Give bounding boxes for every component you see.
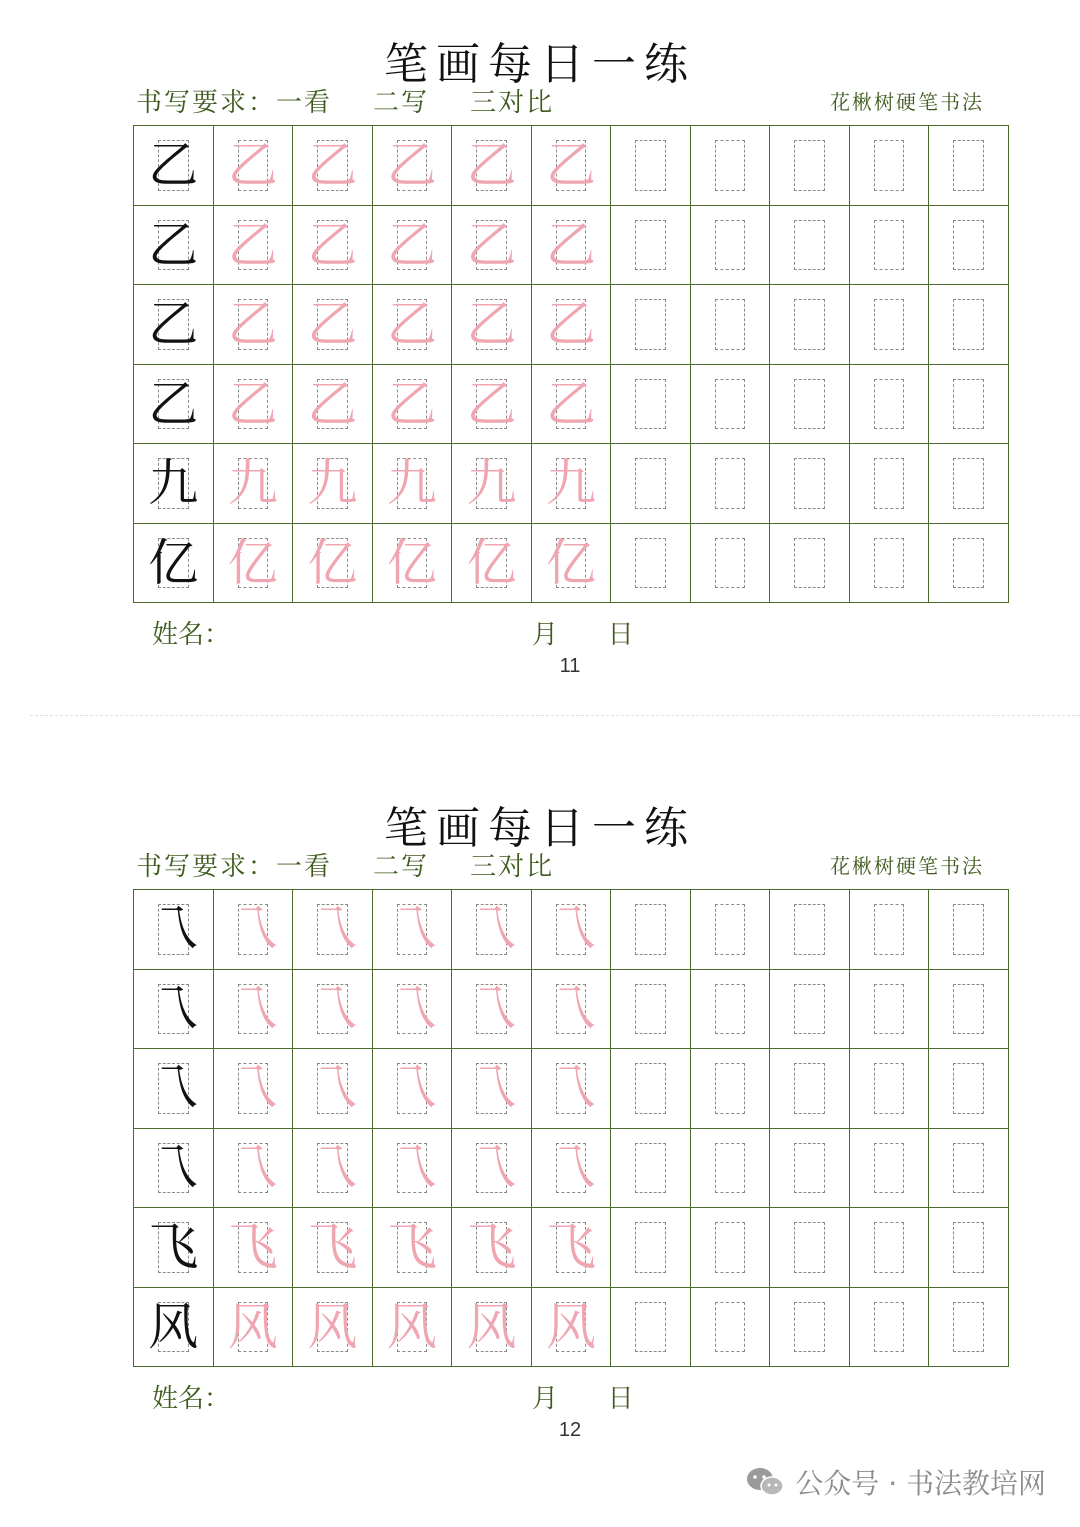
trace-cell	[373, 890, 453, 970]
trace-cell	[293, 365, 373, 445]
trace-cell	[214, 524, 294, 604]
trace-cell	[373, 444, 453, 524]
trace-cell	[452, 1288, 532, 1368]
trace-character: 风	[545, 1297, 596, 1356]
trace-cell	[532, 524, 612, 604]
model-cell	[134, 365, 214, 445]
trace-cell	[452, 524, 532, 604]
dashed-guide-box	[874, 538, 905, 589]
trace-cell	[532, 365, 612, 445]
name-label: 姓名：	[152, 620, 231, 650]
trace-character: 乁	[307, 900, 358, 959]
sheet-title: 笔画每日一练	[384, 39, 696, 90]
blank-practice-cell	[770, 1049, 850, 1129]
page-number: 11	[559, 655, 581, 677]
trace-character: 乁	[466, 979, 517, 1038]
model-cell	[134, 1288, 214, 1368]
trace-cell	[532, 126, 612, 206]
dashed-guide-box	[715, 1302, 746, 1353]
dashed-guide-box	[874, 1063, 905, 1114]
model-character: 亿	[148, 533, 199, 592]
trace-character: 亿	[386, 533, 437, 592]
model-character: 乁	[148, 1059, 199, 1118]
trace-cell	[532, 970, 612, 1050]
dashed-guide-box	[874, 1222, 905, 1273]
trace-cell	[532, 1208, 612, 1288]
practice-grid	[133, 125, 1009, 603]
dashed-guide-box	[715, 904, 746, 955]
dashed-guide-box	[715, 1143, 746, 1194]
trace-cell	[452, 365, 532, 445]
dashed-guide-box	[635, 1143, 666, 1194]
trace-cell	[293, 524, 373, 604]
blank-practice-cell	[691, 1129, 771, 1209]
blank-practice-cell	[929, 970, 1009, 1050]
trace-cell	[214, 285, 294, 365]
model-character: 风	[148, 1297, 199, 1356]
dashed-guide-box	[953, 140, 984, 191]
dashed-guide-box	[953, 1222, 984, 1273]
model-character: 九	[148, 454, 199, 513]
trace-cell	[214, 1208, 294, 1288]
blank-practice-cell	[691, 890, 771, 970]
trace-character: 乙	[386, 215, 437, 274]
blank-practice-cell	[611, 1049, 691, 1129]
trace-cell	[532, 285, 612, 365]
model-character: 乙	[148, 215, 199, 274]
dashed-guide-box	[874, 458, 905, 509]
date-label: 月 日	[532, 1384, 634, 1414]
trace-character: 乙	[545, 215, 596, 274]
trace-cell	[532, 1129, 612, 1209]
trace-cell	[293, 285, 373, 365]
dashed-guide-box	[794, 1063, 825, 1114]
trace-character: 乙	[227, 374, 278, 433]
blank-practice-cell	[611, 1129, 691, 1209]
blank-practice-cell	[929, 524, 1009, 604]
wechat-icon	[745, 1466, 785, 1498]
model-character: 飞	[148, 1218, 199, 1277]
brand-label: 花楸树硬笔书法	[830, 90, 984, 114]
trace-character: 乙	[307, 295, 358, 354]
dashed-guide-box	[953, 1143, 984, 1194]
model-cell	[134, 1208, 214, 1288]
blank-practice-cell	[611, 524, 691, 604]
trace-cell	[373, 1208, 453, 1288]
trace-character: 乙	[545, 136, 596, 195]
model-character: 乙	[148, 295, 199, 354]
dashed-guide-box	[794, 1302, 825, 1353]
trace-character: 乙	[466, 136, 517, 195]
dashed-guide-box	[874, 140, 905, 191]
blank-practice-cell	[929, 206, 1009, 286]
trace-cell	[532, 1288, 612, 1368]
dashed-guide-box	[635, 220, 666, 271]
blank-practice-cell	[770, 365, 850, 445]
trace-character: 飞	[307, 1218, 358, 1277]
blank-practice-cell	[691, 126, 771, 206]
trace-character: 乙	[386, 295, 437, 354]
trace-character: 乙	[466, 374, 517, 433]
trace-cell	[373, 1049, 453, 1129]
practice-sheet-2	[0, 764, 1080, 1464]
trace-cell	[452, 206, 532, 286]
blank-practice-cell	[850, 970, 930, 1050]
blank-practice-cell	[611, 285, 691, 365]
trace-cell	[452, 1129, 532, 1209]
trace-character: 乁	[545, 979, 596, 1038]
trace-cell	[373, 365, 453, 445]
trace-cell	[214, 444, 294, 524]
trace-cell	[373, 285, 453, 365]
dashed-guide-box	[794, 904, 825, 955]
trace-character: 乙	[545, 295, 596, 354]
blank-practice-cell	[770, 126, 850, 206]
model-cell	[134, 206, 214, 286]
trace-character: 乙	[466, 215, 517, 274]
trace-character: 乁	[227, 979, 278, 1038]
blank-practice-cell	[929, 365, 1009, 445]
dashed-guide-box	[874, 1302, 905, 1353]
page-divider	[30, 715, 1080, 716]
dashed-guide-box	[953, 299, 984, 350]
blank-practice-cell	[611, 1288, 691, 1368]
dashed-guide-box	[874, 984, 905, 1035]
sheet-title: 笔画每日一练	[384, 803, 696, 854]
trace-character: 九	[386, 454, 437, 513]
dashed-guide-box	[635, 379, 666, 430]
trace-character: 九	[307, 454, 358, 513]
dashed-guide-box	[953, 220, 984, 271]
page-number: 12	[558, 1419, 582, 1441]
model-cell	[134, 285, 214, 365]
blank-practice-cell	[691, 1049, 771, 1129]
blank-practice-cell	[611, 444, 691, 524]
trace-cell	[532, 206, 612, 286]
model-character: 乁	[148, 900, 199, 959]
dashed-guide-box	[874, 220, 905, 271]
dashed-guide-box	[635, 1302, 666, 1353]
trace-cell	[452, 890, 532, 970]
trace-character: 乁	[307, 1059, 358, 1118]
trace-character: 乁	[386, 979, 437, 1038]
blank-practice-cell	[691, 365, 771, 445]
blank-practice-cell	[691, 524, 771, 604]
blank-practice-cell	[929, 890, 1009, 970]
dashed-guide-box	[953, 458, 984, 509]
dashed-guide-box	[635, 140, 666, 191]
trace-cell	[293, 1129, 373, 1209]
dashed-guide-box	[794, 299, 825, 350]
trace-cell	[532, 890, 612, 970]
blank-practice-cell	[929, 444, 1009, 524]
blank-practice-cell	[850, 285, 930, 365]
trace-character: 乁	[386, 1138, 437, 1197]
trace-cell	[214, 1288, 294, 1368]
blank-practice-cell	[770, 285, 850, 365]
model-cell	[134, 126, 214, 206]
trace-character: 乙	[227, 215, 278, 274]
trace-character: 乙	[466, 295, 517, 354]
blank-practice-cell	[611, 126, 691, 206]
blank-practice-cell	[850, 524, 930, 604]
trace-character: 九	[227, 454, 278, 513]
trace-cell	[452, 126, 532, 206]
blank-practice-cell	[611, 1208, 691, 1288]
trace-cell	[373, 126, 453, 206]
watermark	[745, 1462, 1046, 1502]
trace-cell	[214, 126, 294, 206]
model-cell	[134, 890, 214, 970]
practice-sheet-1	[0, 0, 1080, 700]
model-character: 乙	[148, 374, 199, 433]
trace-character: 乁	[466, 1138, 517, 1197]
trace-character: 风	[307, 1297, 358, 1356]
trace-character: 乁	[466, 900, 517, 959]
trace-cell	[452, 444, 532, 524]
trace-cell	[214, 890, 294, 970]
blank-practice-cell	[929, 1129, 1009, 1209]
trace-cell	[373, 970, 453, 1050]
blank-practice-cell	[929, 285, 1009, 365]
model-character: 乁	[148, 979, 199, 1038]
blank-practice-cell	[611, 365, 691, 445]
trace-character: 乁	[307, 1138, 358, 1197]
trace-character: 乙	[307, 374, 358, 433]
dashed-guide-box	[874, 904, 905, 955]
trace-character: 飞	[227, 1218, 278, 1277]
blank-practice-cell	[770, 890, 850, 970]
trace-cell	[293, 1049, 373, 1129]
trace-cell	[373, 1288, 453, 1368]
dashed-guide-box	[715, 1222, 746, 1273]
dashed-guide-box	[715, 984, 746, 1035]
trace-character: 亿	[545, 533, 596, 592]
trace-cell	[293, 126, 373, 206]
writing-requirement: 书写要求：一看 二写 三对比	[136, 88, 555, 118]
dashed-guide-box	[794, 379, 825, 430]
practice-grid	[133, 889, 1009, 1367]
model-cell	[134, 970, 214, 1050]
blank-practice-cell	[850, 444, 930, 524]
trace-character: 风	[466, 1297, 517, 1356]
trace-cell	[214, 970, 294, 1050]
trace-cell	[293, 1288, 373, 1368]
dashed-guide-box	[794, 984, 825, 1035]
trace-character: 乁	[227, 1059, 278, 1118]
trace-cell	[214, 365, 294, 445]
dashed-guide-box	[794, 458, 825, 509]
trace-character: 风	[227, 1297, 278, 1356]
trace-cell	[293, 970, 373, 1050]
dashed-guide-box	[715, 1063, 746, 1114]
blank-practice-cell	[691, 285, 771, 365]
trace-cell	[452, 970, 532, 1050]
trace-character: 乁	[386, 900, 437, 959]
blank-practice-cell	[850, 206, 930, 286]
trace-cell	[452, 1208, 532, 1288]
trace-cell	[532, 1049, 612, 1129]
dashed-guide-box	[794, 1222, 825, 1273]
trace-character: 乁	[545, 900, 596, 959]
dashed-guide-box	[794, 1143, 825, 1194]
dashed-guide-box	[715, 379, 746, 430]
trace-cell	[373, 206, 453, 286]
trace-cell	[532, 444, 612, 524]
blank-practice-cell	[691, 206, 771, 286]
blank-practice-cell	[691, 970, 771, 1050]
model-character: 乁	[148, 1138, 199, 1197]
blank-practice-cell	[611, 206, 691, 286]
model-character: 乙	[148, 136, 199, 195]
trace-character: 乁	[545, 1059, 596, 1118]
dashed-guide-box	[635, 1222, 666, 1273]
blank-practice-cell	[611, 890, 691, 970]
blank-practice-cell	[929, 126, 1009, 206]
dashed-guide-box	[635, 458, 666, 509]
dashed-guide-box	[715, 458, 746, 509]
dashed-guide-box	[953, 379, 984, 430]
trace-character: 风	[386, 1297, 437, 1356]
dashed-guide-box	[715, 538, 746, 589]
trace-cell	[214, 1049, 294, 1129]
trace-character: 乙	[386, 374, 437, 433]
trace-character: 乁	[307, 979, 358, 1038]
dashed-guide-box	[874, 299, 905, 350]
trace-character: 乙	[545, 374, 596, 433]
trace-character: 乙	[227, 136, 278, 195]
model-cell	[134, 524, 214, 604]
dashed-guide-box	[953, 1302, 984, 1353]
trace-character: 飞	[545, 1218, 596, 1277]
trace-cell	[214, 206, 294, 286]
trace-cell	[373, 524, 453, 604]
trace-character: 乙	[227, 295, 278, 354]
blank-practice-cell	[770, 1208, 850, 1288]
blank-practice-cell	[770, 970, 850, 1050]
dashed-guide-box	[794, 220, 825, 271]
dashed-guide-box	[953, 1063, 984, 1114]
blank-practice-cell	[611, 970, 691, 1050]
trace-character: 乁	[227, 900, 278, 959]
trace-character: 乁	[227, 1138, 278, 1197]
blank-practice-cell	[929, 1049, 1009, 1129]
blank-practice-cell	[850, 365, 930, 445]
trace-character: 乁	[545, 1138, 596, 1197]
writing-requirement: 书写要求：一看 二写 三对比	[136, 852, 555, 882]
blank-practice-cell	[929, 1288, 1009, 1368]
dashed-guide-box	[635, 904, 666, 955]
trace-cell	[293, 444, 373, 524]
trace-character: 乙	[307, 215, 358, 274]
trace-cell	[293, 206, 373, 286]
dashed-guide-box	[953, 904, 984, 955]
dashed-guide-box	[635, 1063, 666, 1114]
dashed-guide-box	[635, 984, 666, 1035]
trace-character: 亿	[227, 533, 278, 592]
trace-cell	[293, 890, 373, 970]
dashed-guide-box	[715, 299, 746, 350]
trace-cell	[373, 1129, 453, 1209]
model-cell	[134, 1129, 214, 1209]
blank-practice-cell	[770, 1288, 850, 1368]
blank-practice-cell	[850, 1049, 930, 1129]
trace-character: 飞	[386, 1218, 437, 1277]
blank-practice-cell	[770, 206, 850, 286]
trace-character: 亿	[466, 533, 517, 592]
brand-label: 花楸树硬笔书法	[830, 854, 984, 878]
trace-character: 乙	[386, 136, 437, 195]
blank-practice-cell	[691, 1208, 771, 1288]
dashed-guide-box	[874, 379, 905, 430]
blank-practice-cell	[929, 1208, 1009, 1288]
dashed-guide-box	[794, 140, 825, 191]
dashed-guide-box	[953, 984, 984, 1035]
blank-practice-cell	[850, 126, 930, 206]
name-label: 姓名：	[152, 1384, 231, 1414]
blank-practice-cell	[770, 524, 850, 604]
blank-practice-cell	[850, 1208, 930, 1288]
blank-practice-cell	[691, 444, 771, 524]
blank-practice-cell	[691, 1288, 771, 1368]
blank-practice-cell	[850, 1288, 930, 1368]
trace-character: 亿	[307, 533, 358, 592]
trace-character: 乁	[466, 1059, 517, 1118]
trace-cell	[293, 1208, 373, 1288]
dashed-guide-box	[874, 1143, 905, 1194]
blank-practice-cell	[850, 890, 930, 970]
dashed-guide-box	[953, 538, 984, 589]
blank-practice-cell	[770, 1129, 850, 1209]
watermark-text: 公众号 · 书法教培网	[795, 1467, 1046, 1500]
dashed-guide-box	[635, 538, 666, 589]
dashed-guide-box	[715, 140, 746, 191]
model-cell	[134, 444, 214, 524]
dashed-guide-box	[794, 538, 825, 589]
blank-practice-cell	[850, 1129, 930, 1209]
blank-practice-cell	[770, 444, 850, 524]
trace-cell	[452, 285, 532, 365]
trace-cell	[214, 1129, 294, 1209]
date-label: 月 日	[532, 620, 634, 650]
trace-character: 九	[466, 454, 517, 513]
trace-character: 乙	[307, 136, 358, 195]
trace-character: 飞	[466, 1218, 517, 1277]
dashed-guide-box	[635, 299, 666, 350]
model-cell	[134, 1049, 214, 1129]
dashed-guide-box	[715, 220, 746, 271]
trace-character: 乁	[386, 1059, 437, 1118]
trace-cell	[452, 1049, 532, 1129]
trace-character: 九	[545, 454, 596, 513]
